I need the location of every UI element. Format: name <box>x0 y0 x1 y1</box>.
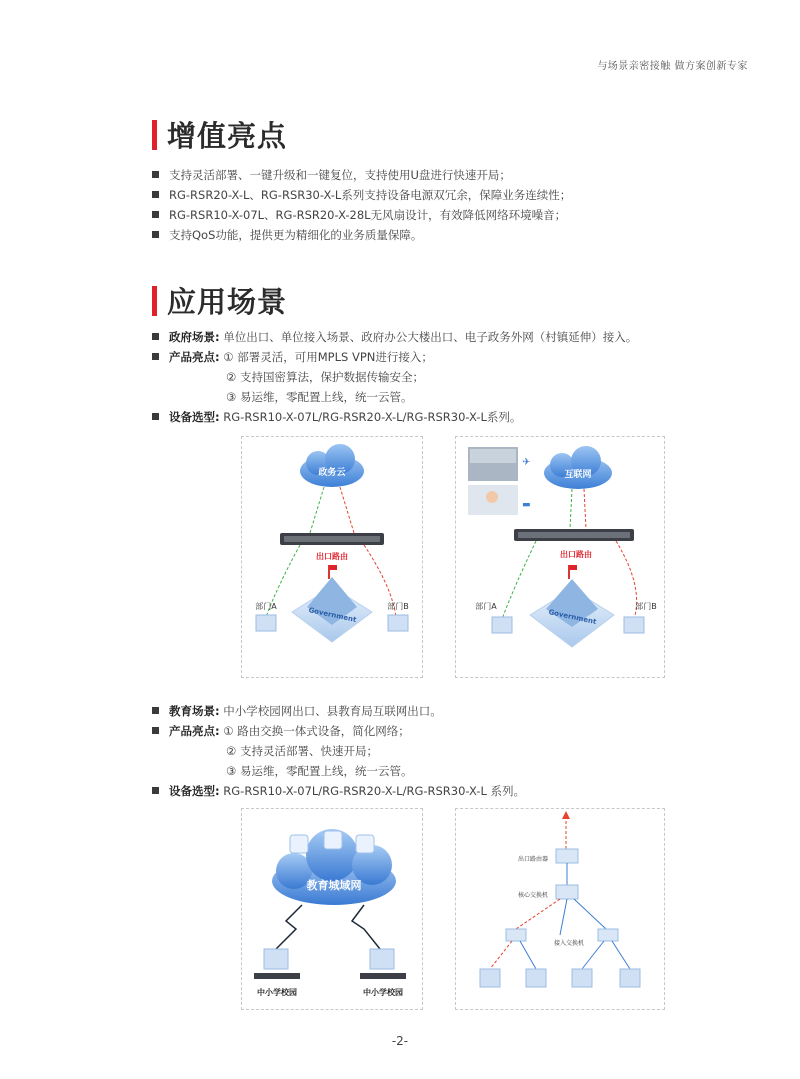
list-item: 支持QoS功能，提供更为精细化的业务质量保障。 <box>152 225 712 245</box>
dept-b-icon <box>624 617 644 633</box>
dept-b-label: 部门B <box>387 602 409 611</box>
cloud-icon <box>300 444 364 487</box>
dept-b-icon <box>388 615 408 631</box>
exit-router-label: 出口路由器 <box>518 856 549 863</box>
dept-a-label: 部门A <box>255 602 277 611</box>
school-building-icon <box>264 949 288 969</box>
terminal-icon <box>620 969 640 987</box>
dept-b-label: 部门B <box>635 602 657 611</box>
cloud-icon <box>544 446 612 489</box>
server-icon <box>290 835 308 853</box>
app-title-text: 应用场景 <box>167 285 288 319</box>
list-item: 设备选型: RG-RSR10-X-07L/RG-RSR20-X-L/RG-RSR30-X-L 系列。 <box>152 781 752 801</box>
cloud-label: 政务云 <box>318 468 346 478</box>
terminal-icon <box>572 969 592 987</box>
terminal-icon <box>480 969 500 987</box>
lightning-link-icon <box>352 905 380 949</box>
cloud-label: 互联网 <box>564 470 592 480</box>
list-item: 产品亮点: ① 部署灵活，可用MPLS VPN进行接入； <box>152 347 752 367</box>
bullet-square-icon <box>152 787 159 794</box>
dept-a-icon <box>256 615 276 631</box>
core-switch-label: 核心交换机 <box>518 892 549 899</box>
bullet-square-icon <box>152 707 159 714</box>
app-section-title <box>152 280 287 321</box>
dept-a-label: 部门A <box>475 602 497 611</box>
bullet-square-icon <box>152 191 159 198</box>
bullet-square-icon <box>152 333 159 340</box>
bullet-square-icon <box>152 171 159 178</box>
bullet-square-icon <box>152 231 159 238</box>
terminal-icon <box>526 969 546 987</box>
title-accent-bar <box>152 286 157 316</box>
list-item: ② 支持灵活部署、快速开局； <box>226 744 378 758</box>
value-list <box>152 165 712 245</box>
list-item: 产品亮点: ① 路由交换一体式设备，简化网络； <box>152 721 752 741</box>
bullet-square-icon <box>152 353 159 360</box>
lightning-link-icon <box>276 905 302 949</box>
edu-diagram-2 <box>455 808 665 1010</box>
building-label: Government <box>307 606 358 625</box>
cloud-label: 教育城域网 <box>306 879 362 892</box>
router-icon <box>514 529 634 541</box>
core-switch-icon <box>556 885 578 899</box>
router-icon <box>280 533 384 545</box>
bullet-square-icon <box>152 211 159 218</box>
router-label: 出口路由 <box>316 552 348 561</box>
list-item: 教育场景: 中小学校园网出口、县教育局互联网出口。 <box>152 701 752 721</box>
list-item: RG-RSR10-X-07L、RG-RSR20-X-28L无风扇设计，有效降低网络环境噪音； <box>152 205 712 225</box>
value-section-title <box>152 114 287 155</box>
government-building-icon <box>530 565 614 647</box>
school-1-label: 中小学校园 <box>257 988 297 997</box>
list-item: ③ 易运维，零配置上线，统一云管。 <box>226 390 413 404</box>
list-item: RG-RSR20-X-L、RG-RSR30-X-L系列支持设备电源双冗余，保障业务连续性； <box>152 185 712 205</box>
gov-list <box>152 327 752 427</box>
title-accent-bar <box>152 120 157 150</box>
router-icon <box>254 973 300 979</box>
edu-list <box>152 701 752 801</box>
access-switch-icon <box>506 929 526 941</box>
list-item: 支持灵活部署、一键升级和一键复位，支持使用U盘进行快速开局； <box>152 165 712 185</box>
campus-topology-svg <box>456 809 664 1009</box>
exit-router-icon <box>556 849 578 863</box>
list-item: ② 支持国密算法，保护数据传输安全； <box>226 370 424 384</box>
plane-icon: ✈ <box>522 457 531 468</box>
router-label: 出口路由 <box>560 550 592 559</box>
page-number: -2- <box>391 1034 409 1048</box>
gov-diagram-2 <box>455 436 665 678</box>
list-item: ③ 易运维，零配置上线，统一云管。 <box>226 764 413 778</box>
internet-network-svg <box>456 437 664 677</box>
gov-network-svg <box>242 437 422 677</box>
edu-metro-svg <box>242 809 422 1009</box>
gov-diagram-1 <box>241 436 423 678</box>
server-icon <box>356 835 374 853</box>
government-building-icon <box>292 565 372 642</box>
value-title-text: 增值亮点 <box>167 119 288 153</box>
list-item: 设备选型: RG-RSR10-X-07L/RG-RSR20-X-L/RG-RSR30-X-L系列。 <box>152 407 752 427</box>
router-icon <box>360 973 406 979</box>
building-label: Government <box>547 608 598 627</box>
header-tagline: 与场景亲密接触 做方案创新专家 <box>597 61 748 72</box>
bullet-square-icon <box>152 413 159 420</box>
access-switch-icon <box>598 929 618 941</box>
access-switch-label: 接入交换机 <box>554 940 585 947</box>
arrow-up-icon <box>562 811 570 819</box>
list-item: 政府场景: 单位出口、单位接入场景、政府办公大楼出口、电子政务外网（村镇延伸）接入。 <box>152 327 752 347</box>
school-2-label: 中小学校园 <box>363 988 403 997</box>
bullet-square-icon <box>152 727 159 734</box>
edu-diagram-1 <box>241 808 423 1010</box>
dept-a-icon <box>492 617 512 633</box>
server-icon <box>324 831 342 849</box>
car-icon: ▬ <box>522 500 531 510</box>
school-building-icon <box>370 949 394 969</box>
